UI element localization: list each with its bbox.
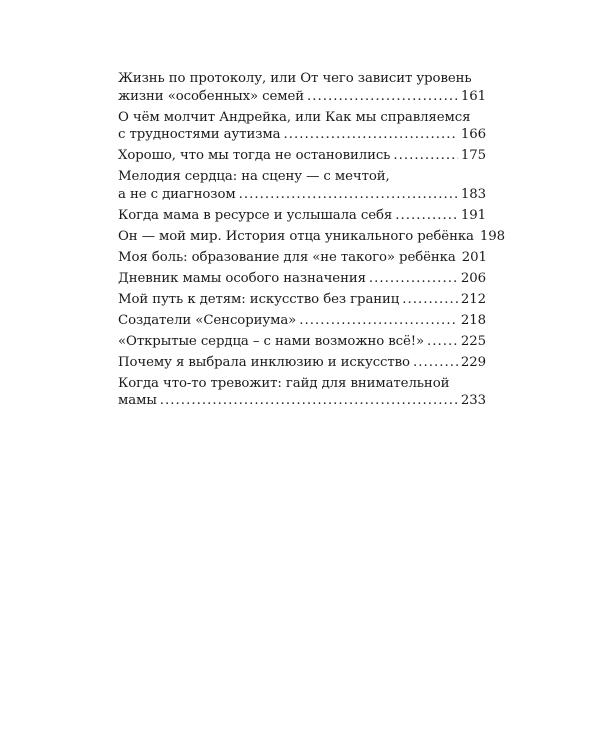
toc-entry-line [118, 109, 486, 127]
toc-entry [118, 249, 486, 267]
toc-entry-title: а не с диагнозом [118, 186, 236, 202]
toc-entry-title: Когда что-то тревожит: гайд для внимательной [118, 375, 450, 391]
toc-page-number: 198 [479, 228, 505, 244]
toc-entry [118, 228, 505, 246]
toc-entry-title: с трудностями аутизма [118, 127, 281, 142]
toc-page-number: 161 [460, 88, 486, 104]
toc-page-number: 183 [460, 186, 486, 202]
table-of-contents [118, 70, 505, 413]
dot-leader [413, 354, 458, 372]
toc-entry-title: «Открытые сердца – с нами возможно всё!» [118, 333, 425, 349]
toc-entry [118, 375, 486, 410]
toc-entry-title: Мой путь к детям: искусство без границ [118, 291, 400, 307]
dot-leader [283, 126, 457, 144]
toc-page-number: 212 [460, 291, 486, 307]
toc-page-number: 225 [460, 333, 486, 349]
dot-leader [427, 333, 458, 351]
toc-entry-title: Хорошо, что мы тогда не остановились [118, 148, 391, 163]
toc-entry-line [118, 375, 486, 393]
toc-entry-line [118, 147, 486, 165]
toc-entry-line [118, 126, 486, 144]
toc-entry [118, 312, 486, 330]
toc-entry-title: Он — мой мир. История отца уникального ребёнка [118, 228, 474, 244]
toc-entry [118, 70, 486, 105]
dot-leader [160, 392, 458, 410]
toc-entry-line [118, 333, 486, 351]
dot-leader [239, 186, 458, 204]
dot-leader [299, 312, 458, 330]
toc-entry-line [118, 228, 505, 246]
toc-entry-title: Создатели «Сенсориума» [118, 312, 297, 328]
toc-entry-title: Моя боль: образование для «не такого» ребёнка [118, 249, 456, 265]
toc-entry [118, 291, 486, 309]
toc-page-number: 218 [460, 312, 486, 328]
toc-entry-line [118, 70, 486, 88]
toc-entry-line [118, 168, 486, 186]
toc-page-number: 166 [460, 127, 486, 142]
dot-leader [402, 291, 458, 309]
toc-entry [118, 354, 486, 372]
toc-entry-title: Почему я выбрала инклюзию и искусство [118, 354, 410, 370]
dot-leader [307, 88, 458, 106]
toc-entry [118, 270, 486, 288]
toc-entry [118, 207, 486, 225]
dot-leader [393, 147, 458, 165]
toc-entry-line [118, 291, 486, 309]
toc-entry-line [118, 249, 486, 267]
toc-entry-title: жизни «особенных» семей [118, 88, 305, 104]
toc-entry-line [118, 312, 486, 330]
toc-entry [118, 147, 486, 165]
toc-entry [118, 168, 486, 203]
toc-entry [118, 109, 486, 144]
toc-entry [118, 333, 486, 351]
toc-page-number: 229 [460, 354, 486, 370]
dot-leader [395, 207, 458, 225]
toc-page-number: 175 [460, 148, 486, 163]
toc-entry-title: Когда мама в ресурсе и услышала себя [118, 207, 393, 223]
toc-entry-line [118, 207, 486, 225]
toc-entry-title: Дневник мамы особого назначения [118, 270, 366, 286]
toc-entry-title: О чём молчит Андрейка, или Как мы справляемся [118, 109, 471, 125]
toc-entry-line [118, 186, 486, 204]
toc-page-number: 206 [460, 270, 486, 286]
toc-entry-title: мамы [118, 393, 157, 408]
toc-entry-line [118, 354, 486, 372]
toc-page-number: 201 [461, 249, 487, 265]
toc-entry-line [118, 392, 486, 410]
dot-leader [369, 270, 458, 288]
toc-entry-title: Мелодия сердца: на сцену — с мечтой, [118, 169, 390, 184]
toc-page-number: 233 [460, 393, 486, 408]
toc-page-number: 191 [460, 207, 486, 223]
toc-entry-line [118, 270, 486, 288]
toc-entry-line [118, 88, 486, 106]
toc-entry-title: Жизнь по протоколу, или От чего зависит уровень [118, 71, 472, 86]
